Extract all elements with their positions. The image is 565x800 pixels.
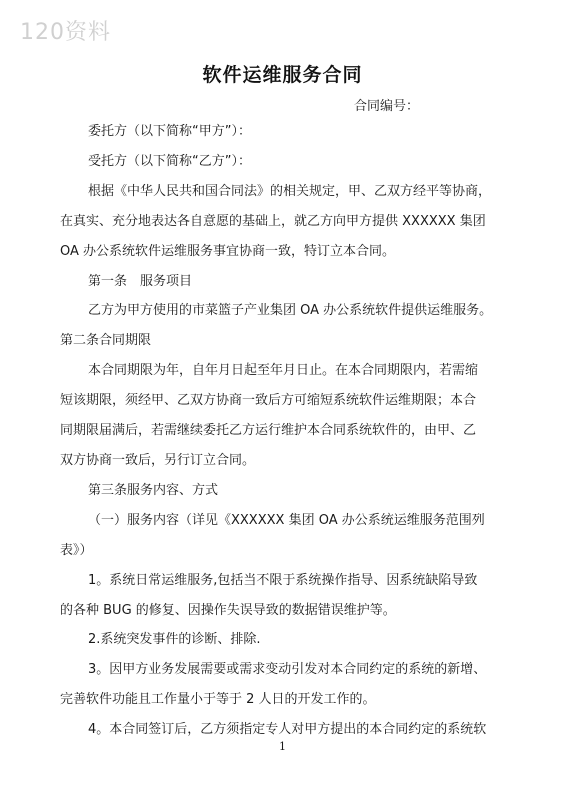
- paragraph-line: 本合同期限为年，自年月日起至年月日止。在本合同期限内，若需缩: [88, 363, 479, 378]
- paragraph-line: （一）服务内容（详见《XXXXXX 集团 OA 办公系统运维服务范围列: [88, 513, 485, 528]
- paragraph-line: 同期限届满后，若需继续委托乙方运行维护本合同系统软件的，由甲、乙: [60, 423, 477, 438]
- section-heading: 第二条合同期限: [60, 333, 152, 348]
- paragraph-line: 在真实、充分地表达各自意愿的基础上，就乙方向甲方提供 XXXXXX 集团: [60, 214, 486, 229]
- paragraph-line: 4。本合同签订后，乙方须指定专人对甲方提出的本合同约定的系统软: [88, 722, 487, 737]
- contract-number-label: 合同编号：: [354, 99, 420, 114]
- paragraph-line: 完善软件功能且工作量小于等于 2 人日的开发工作的。: [60, 692, 376, 707]
- document-title: 软件运维服务合同: [202, 64, 363, 86]
- paragraph-line: 受托方（以下简称“乙方”）：: [88, 154, 251, 169]
- paragraph-line: 根据《中华人民共和国合同法》的相关规定，甲、乙双方经平等协商，: [88, 184, 492, 199]
- paragraph-line: OA 办公系统软件运维服务事宜协商一致，特订立本合同。: [60, 244, 396, 259]
- paragraph-line: 2.系统突发事件的诊断、排除.: [88, 632, 261, 647]
- paragraph-line: 表》）: [60, 543, 93, 558]
- paragraph-line: 1。系统日常运维服务,包括当不限于系统操作指导、因系统缺陷导致: [88, 573, 478, 588]
- paragraph-line: 委托方（以下简称“甲方”）：: [88, 124, 251, 139]
- paragraph-line: 的各种 BUG 的修复、因操作失误导致的数据错误维护等。: [60, 603, 396, 618]
- paragraph-line: 3。因甲方业务发展需要或需求变动引发对本合同约定的系统的新增、: [88, 662, 487, 677]
- section-heading: 第三条服务内容、方式: [88, 483, 219, 498]
- paragraph-line: 乙方为甲方使用的市菜篮子产业集团 OA 办公系统软件提供运维服务。: [88, 303, 493, 318]
- section-heading: 第一条 服务项目: [88, 274, 193, 289]
- watermark: 120资料: [20, 20, 111, 45]
- page-number: 1: [279, 740, 286, 753]
- paragraph-line: 双方协商一致后，另行订立合同。: [60, 453, 256, 468]
- paragraph-line: 短该期限，须经甲、乙双方协商一致后方可缩短系统软件运维期限；本合: [60, 393, 477, 408]
